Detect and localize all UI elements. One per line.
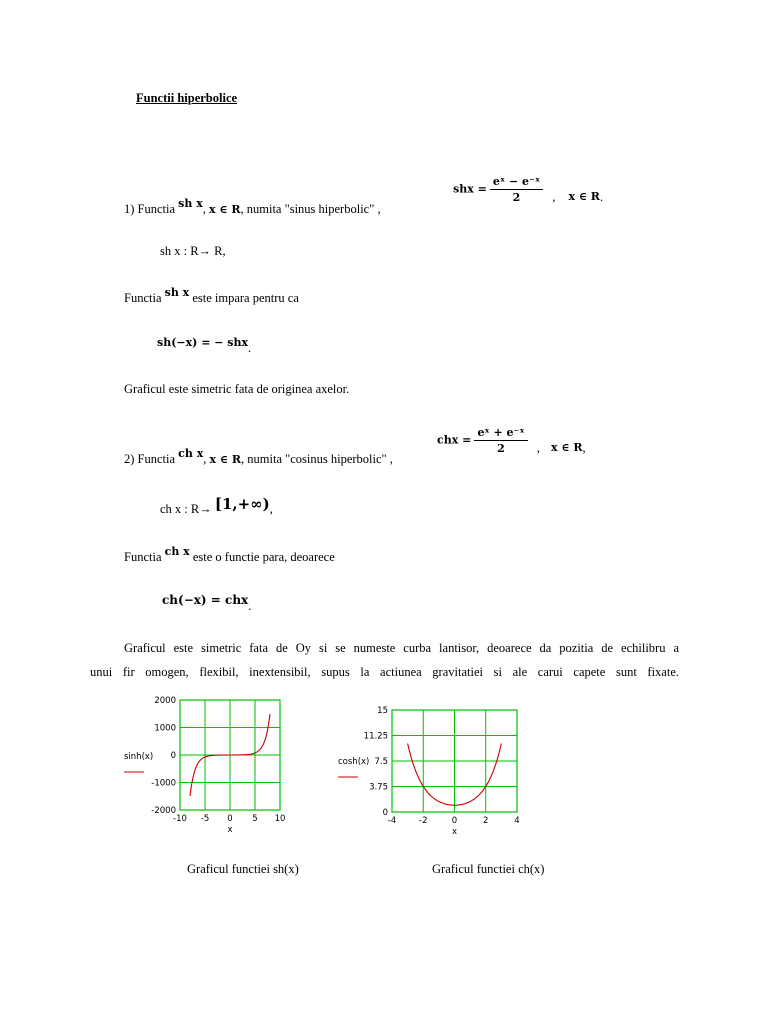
y-axis-label: cosh(x) <box>338 757 370 767</box>
sh-lead: 1) Functia <box>124 202 176 216</box>
sh-domain: x ∈ R <box>209 203 241 216</box>
sh-fraction <box>490 175 543 204</box>
x-tick-label: 0 <box>227 814 233 824</box>
y-tick-label: 0 <box>382 808 388 818</box>
sh-definition-line <box>124 197 381 217</box>
y-tick-label: 11.25 <box>363 731 388 742</box>
x-tick-label: 10 <box>274 814 286 824</box>
ch-domain: x ∈ R <box>209 453 242 466</box>
ch-formula-domain: x ∈ R <box>550 441 583 455</box>
page-title: Functii hiperbolice <box>136 91 238 105</box>
y-tick-label: 1000 <box>154 723 176 734</box>
x-tick-label: -5 <box>200 814 210 824</box>
ch-even-fn: ch x <box>164 545 190 558</box>
y-tick-label: 15 <box>377 706 388 716</box>
x-axis-label: x <box>451 827 458 837</box>
sh-graph-note: Graficul este simetric fata de originea axelor. <box>124 382 350 396</box>
sh-odd-lead: Functia <box>124 291 162 305</box>
sh-sep: , <box>202 202 206 216</box>
sh-formula-domain: x ∈ R <box>568 190 600 204</box>
ch-mapping-pre: ch x : R→ <box>160 502 212 516</box>
cosh-chart <box>330 702 530 842</box>
sh-odd-eq-end: . <box>248 341 252 355</box>
ch-even-lead: Functia <box>124 550 162 564</box>
ch-fn: ch x <box>178 447 204 460</box>
ch-mapping <box>160 495 273 517</box>
y-tick-label: -2000 <box>151 806 176 816</box>
sh-odd-equation <box>157 335 252 355</box>
x-tick-label: -10 <box>173 814 187 824</box>
ch-even-tail: este o functie para, deoarece <box>192 550 335 564</box>
sh-formula-end: . <box>599 190 604 205</box>
sh-mapping: sh x : R→ R, <box>160 244 226 258</box>
ch-lead: 2) Functia <box>124 452 176 466</box>
ch-graph-line-2: unui fir omogen, flexibil, inextensibil, supus la actiunea gravitatiei si ale carui capete sunt fixate. <box>90 665 679 679</box>
ch-fraction <box>474 426 527 455</box>
x-tick-label: 4 <box>514 816 520 826</box>
sh-denominator: 2 <box>512 191 521 204</box>
y-tick-label: 2000 <box>154 696 176 706</box>
ch-formula-lhs: chx = <box>437 433 472 447</box>
ch-formula-sep: , <box>536 441 540 456</box>
y-tick-label: 7.5 <box>374 757 388 767</box>
sh-odd-eq: sh(−x) = − shx <box>157 336 249 349</box>
sh-formula-sep: , <box>552 190 556 205</box>
ch-mapping-end: , <box>269 502 273 516</box>
x-axis-label: x <box>227 825 233 835</box>
ch-numerator: eˣ + e⁻ˣ <box>474 426 527 441</box>
ch-formula <box>437 426 586 455</box>
sh-odd-fn: sh x <box>164 286 190 299</box>
sh-formula-lhs: shx = <box>453 182 487 196</box>
x-tick-label: -2 <box>419 816 428 826</box>
sh-formula <box>453 175 603 204</box>
ch-graph-line-1: Graficul este simetric fata de Oy si se numeste curba lantisor, deoarece da pozitia de echilibru a <box>124 641 679 655</box>
sh-fn: sh x <box>178 197 203 210</box>
sh-numerator: eˣ − e⁻ˣ <box>490 175 543 190</box>
sinh-chart <box>110 692 310 842</box>
ch-even-eq: ch(−x) = chx <box>162 593 249 607</box>
ch-definition-line <box>124 447 393 467</box>
ch-even-equation <box>162 593 252 613</box>
sh-desc: , numita "sinus hiperbolic" , <box>240 202 381 216</box>
ch-denominator: 2 <box>497 442 505 455</box>
caption-sh: Graficul functiei sh(x) <box>187 862 299 876</box>
ch-formula-end: , <box>582 441 586 456</box>
y-axis-label: sinh(x) <box>124 752 154 762</box>
ch-desc: , numita "cosinus hiperbolic" , <box>241 452 393 466</box>
x-tick-label: 0 <box>451 816 458 826</box>
y-tick-label: 3.75 <box>369 782 388 793</box>
caption-ch: Graficul functiei ch(x) <box>432 862 545 876</box>
sh-odd-line <box>124 286 299 306</box>
x-tick-label: 2 <box>483 816 489 826</box>
ch-even-eq-end: . <box>248 599 252 613</box>
ch-even-line <box>124 545 335 565</box>
x-tick-label: -4 <box>387 816 397 826</box>
x-tick-label: 5 <box>252 814 258 824</box>
ch-sep: , <box>203 452 207 466</box>
sh-odd-tail: este impara pentru ca <box>192 291 299 305</box>
ch-mapping-set: [1,+∞) <box>214 495 270 513</box>
y-tick-label: 0 <box>170 751 176 761</box>
y-tick-label: -1000 <box>151 778 176 789</box>
